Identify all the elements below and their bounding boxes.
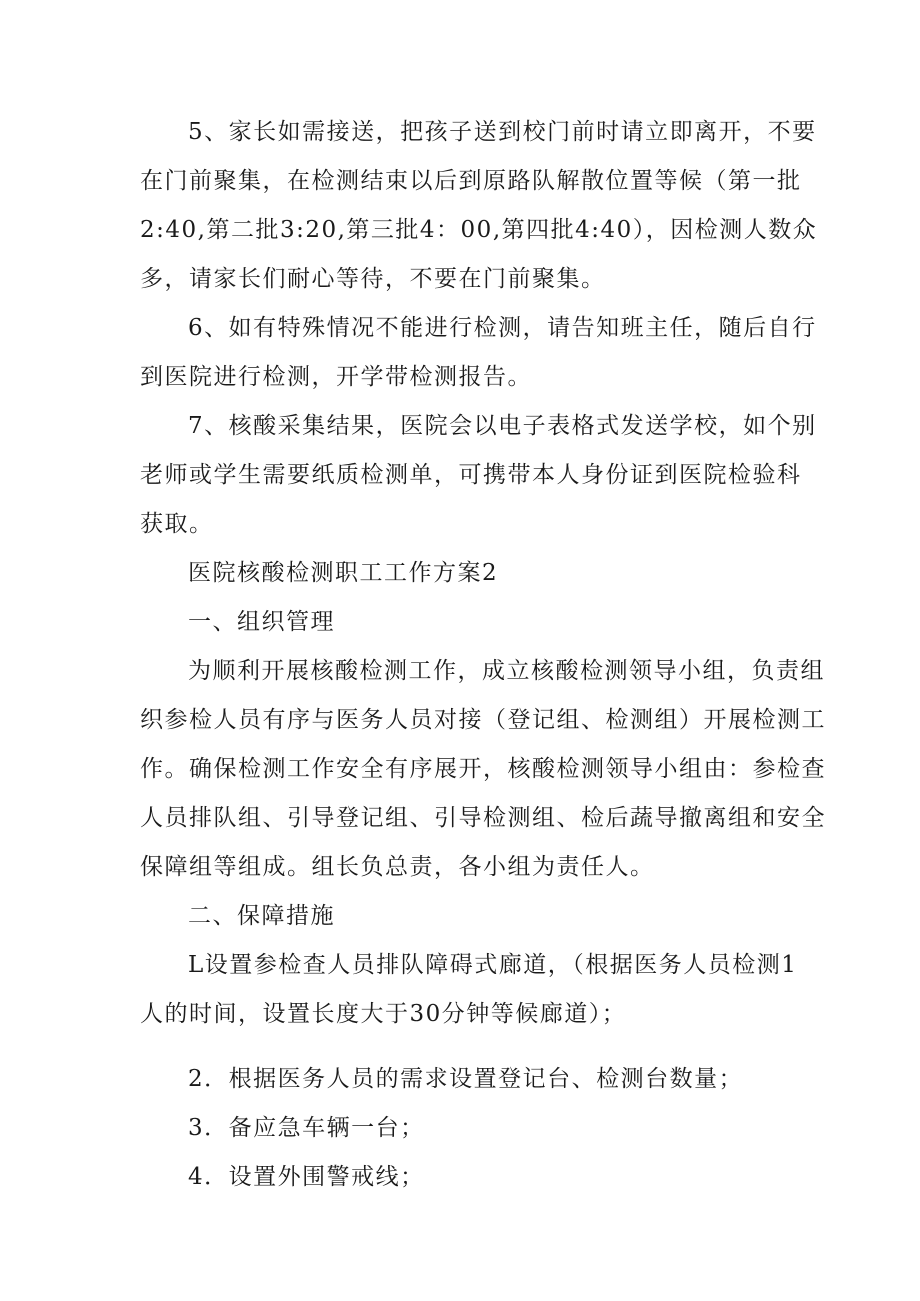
- paragraph-5-line-2: 在门前聚集，在检测结束以后到原路队解散位置等候（第一批: [140, 168, 802, 194]
- measure-4: 4．设置外围警戒线；: [188, 1164, 425, 1190]
- paragraph-7-line-2: 老师或学生需要纸质检测单，可携带本人身份证到医院检验科: [140, 462, 802, 488]
- paragraph-org-line-2: 织参检人员有序与医务人员对接（登记组、检测组）开展检测工: [140, 707, 826, 733]
- paragraph-5-line-4: 多，请家长们耐心等待，不要在门前聚集。: [140, 266, 606, 292]
- section-title: 医院核酸检测职工工作方案2: [188, 560, 499, 586]
- measure-3: 3．备应急车辆一台；: [188, 1115, 425, 1141]
- paragraph-org-line-4: 人员排队组、引导登记组、引导检测组、检后蔬导撤离组和安全: [140, 805, 826, 831]
- paragraph-7-line-1: 7、核酸采集结果，医院会以电子表格式发送学校，如个别: [188, 413, 817, 439]
- measure-2: 2．根据医务人员的需求设置登记台、检测台数量；: [188, 1066, 744, 1092]
- paragraph-org-line-3: 作。确保检测工作安全有序展开，核酸检测领导小组由：参检查: [140, 756, 826, 782]
- paragraph-7-line-3: 获取。: [140, 511, 214, 537]
- paragraph-org-line-1: 为顺利开展核酸检测工作，成立核酸检测领导小组，负责组: [188, 658, 825, 684]
- paragraph-5-line-1: 5、家长如需接送，把孩子送到校门前时请立即离开，不要: [188, 119, 817, 145]
- measure-1-line-2: 人的时间，设置长度大于30分钟等候廊道）；: [140, 1001, 627, 1027]
- paragraph-6-line-2: 到医院进行检测，开学带检测报告。: [140, 364, 532, 390]
- paragraph-5-line-3: 2:40,第二批3:20,第三批4：00,第四批4:40），因检测人数众: [140, 217, 818, 243]
- heading-measures: 二、保障措施: [188, 903, 335, 929]
- paragraph-org-line-5: 保障组等组成。组长负总责，各小组为责任人。: [140, 854, 655, 880]
- paragraph-6-line-1: 6、如有特殊情况不能进行检测，请告知班主任，随后自行: [188, 315, 817, 341]
- heading-organization: 一、组织管理: [188, 609, 335, 635]
- measure-1-line-1: L设置参检查人员排队障碍式廊道，（根据医务人员检测1: [188, 952, 798, 978]
